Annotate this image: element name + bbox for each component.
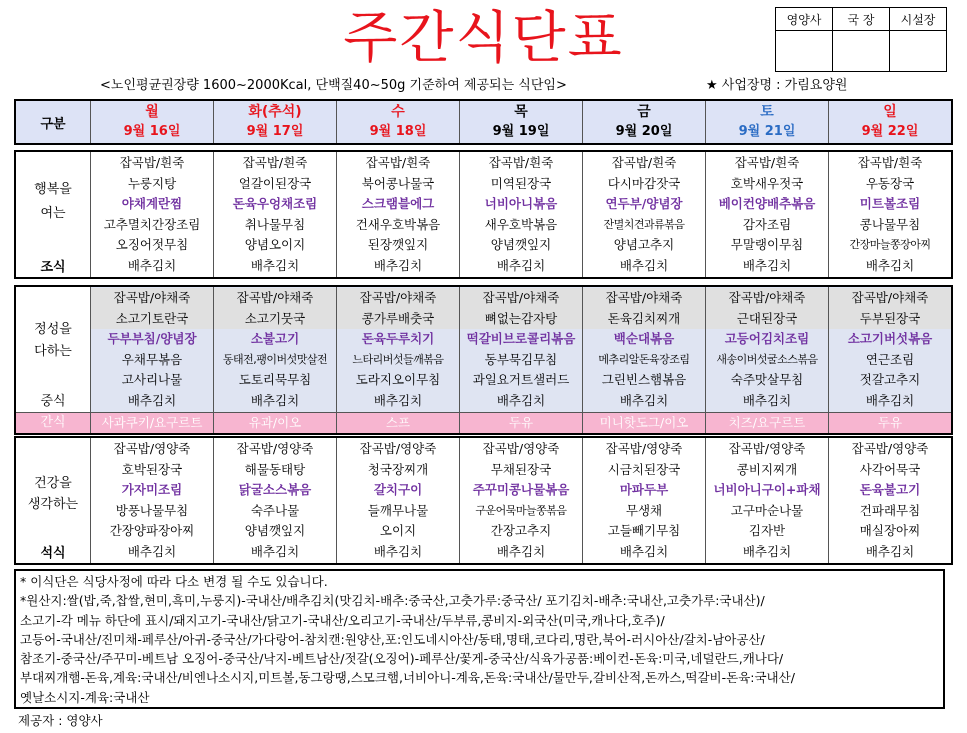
approval-header-director: 국 장	[833, 8, 890, 31]
lunch-menu-item: 잡곡밥/야채죽	[460, 288, 582, 309]
dinner-menu-item: 오이지	[379, 523, 417, 538]
dinner-menu-item: 마파두부	[619, 482, 669, 497]
dinner-menu-item: 김자반	[748, 523, 786, 538]
breakfast-menu-item: 잡곡밥/흰죽	[488, 155, 554, 170]
dinner-menu-item: 건파래무침	[859, 502, 921, 518]
breakfast-day-cell	[460, 151, 583, 278]
dinner-menu-item: 닭굴소스볶음	[238, 482, 312, 497]
dinner-label-cell	[15, 437, 91, 564]
dinner-menu-item: 주꾸미콩나물볶음	[472, 482, 570, 497]
dinner-menu-item: 숙주나물	[250, 502, 300, 518]
header-label-cell	[15, 100, 91, 144]
snack-label-cell	[15, 413, 91, 435]
day-name: 화(추석)	[248, 104, 302, 120]
breakfast-menu-item: 잡곡밥/흰죽	[242, 155, 308, 170]
breakfast-menu-item: 배추김치	[619, 257, 669, 273]
approval-header-nutritionist: 영양사	[776, 8, 833, 31]
breakfast-label: 조식	[40, 260, 66, 275]
snack-cell: 두유	[829, 413, 953, 435]
day-header-table	[14, 99, 953, 145]
dinner-day-cell	[583, 437, 706, 564]
dinner-menu-item: 무생채	[625, 502, 663, 518]
lunch-menu-item: 두부된장국	[829, 309, 951, 330]
breakfast-day-cell	[706, 151, 829, 278]
dinner-day-cell	[214, 437, 337, 564]
breakfast-day-cell	[91, 151, 214, 278]
lunch-day-cell	[91, 286, 214, 413]
day-name: 일	[883, 104, 897, 120]
lunch-menu-item: 돈육김치찌개	[583, 309, 705, 330]
snack-cell: 사과쿠키/요구르트	[91, 413, 214, 435]
day-name: 목	[514, 104, 528, 120]
lunch-menu-item: 소고기토란국	[91, 309, 213, 330]
dinner-menu-item: 잡곡밥/영양죽	[482, 441, 560, 456]
breakfast-menu-item: 잡곡밥/흰죽	[119, 155, 185, 170]
lunch-menu-item: 동태전,팽이버섯맛살전	[214, 350, 336, 371]
day-header-cell	[583, 100, 706, 144]
breakfast-menu-item: 북어콩나물국	[361, 175, 435, 191]
breakfast-menu-item: 미역된장국	[490, 175, 552, 191]
breakfast-menu-item: 배추김치	[127, 257, 177, 273]
breakfast-menu-item: 배추김치	[865, 257, 915, 273]
lunch-menu-item: 과일요거트샐러드	[460, 370, 582, 391]
lunch-day-cell	[829, 286, 953, 413]
breakfast-menu-item: 배추김치	[250, 257, 300, 273]
snack-cell: 두유	[460, 413, 583, 435]
day-header-cell	[337, 100, 460, 144]
day-date: 9월 17일	[246, 124, 304, 139]
lunch-menu-item: 배추김치	[337, 391, 459, 412]
breakfast-menu-item: 다시마감잣국	[607, 175, 681, 191]
dinner-menu-item: 잡곡밥/영양죽	[236, 441, 314, 456]
lunch-day-cell	[706, 286, 829, 413]
dinner-menu-item: 배추김치	[373, 543, 423, 559]
breakfast-menu-item: 잔멸치견과류볶음	[603, 217, 685, 231]
dinner-menu-item: 갈치구이	[373, 482, 423, 497]
dinner-menu-item: 콩비지찌개	[736, 461, 798, 477]
breakfast-menu-item: 양념오이지	[244, 237, 306, 252]
page-title: 주간식단표	[343, 6, 624, 71]
breakfast-day-cell	[337, 151, 460, 278]
lunch-menu-item: 잡곡밥/야채죽	[91, 288, 213, 309]
breakfast-menu-item: 새우호박볶음	[484, 216, 558, 232]
dinner-menu-item: 잡곡밥/영양죽	[113, 441, 191, 456]
lunch-menu-item: 고등어김치조림	[706, 329, 828, 350]
day-date: 9월 22일	[861, 124, 919, 139]
breakfast-menu-item: 우동장국	[865, 175, 915, 191]
dinner-menu-item: 해물동태탕	[244, 461, 306, 477]
note-line: * 이식단은 식당사정에 따라 다소 변경 될 수도 있습니다.	[20, 574, 328, 589]
dinner-menu-item: 고구마순나물	[730, 502, 804, 518]
day-header-cell	[91, 100, 214, 144]
lunch-menu-item: 잡곡밥/야채죽	[829, 288, 951, 309]
dinner-menu-item: 호박된장국	[121, 461, 183, 477]
breakfast-menu-item: 간장마늘쫑장아찌	[849, 238, 931, 251]
dinner-menu-item: 양념깻잎지	[244, 523, 306, 538]
lunch-menu-item: 젓갈고추지	[829, 370, 951, 391]
lunch-day-cell	[337, 286, 460, 413]
lunch-menu-item: 떡갈비브로콜리볶음	[460, 329, 582, 350]
notes-box	[14, 569, 945, 709]
lunch-menu-item: 배추김치	[214, 391, 336, 412]
lunch-menu-item: 잡곡밥/야채죽	[583, 288, 705, 309]
lunch-label-cell	[15, 286, 91, 413]
dinner-menu-item: 잡곡밥/영양죽	[728, 441, 806, 456]
dinner-menu-item: 방풍나물무침	[115, 502, 189, 518]
dinner-menu-item: 가자미조림	[121, 482, 183, 497]
lunch-menu-item: 소고기버섯볶음	[829, 329, 951, 350]
provider: 제공자 : 영양사	[18, 713, 103, 728]
breakfast-menu-item: 무말랭이무침	[730, 237, 804, 252]
breakfast-menu-item: 건새우호박볶음	[355, 216, 441, 232]
lunch-menu-item: 그린빈스햄볶음	[583, 370, 705, 391]
breakfast-menu-item: 오징어젓무침	[115, 237, 189, 252]
signature-cell	[890, 31, 947, 72]
note-line: 부대찌개햄-돈육,계육:국내산/비엔나소시지,미트볼,동그랑땡,스모크햄,너비아니-계육,돈육:국내산/물만두,갈비산적,돈까스,떡갈비-돈육:국내산/	[20, 670, 795, 686]
breakfast-menu-item: 야채계란찜	[121, 196, 183, 211]
lunch-day-cell	[583, 286, 706, 413]
approval-box	[775, 7, 947, 72]
subtitle: <노인평균권장량 1600~2000Kcal, 단백질40~50g 기준하여 제공되는 식단임>	[100, 78, 567, 93]
dinner-menu-item: 구운어묵마늘쫑볶음	[475, 503, 567, 517]
lunch-menu-item: 배추김치	[583, 391, 705, 412]
lunch-menu-item: 두부부침/양념장	[91, 329, 213, 350]
dinner-menu-item: 들깨무나물	[367, 502, 429, 518]
breakfast-menu-item: 너비아니볶음	[484, 196, 558, 211]
lunch-menu-item: 백순대볶음	[583, 329, 705, 350]
note-line: 소고기-각 메뉴 하단에 표시/돼지고기-국내산/닭고기-국내산/오리고기-국내산/두부류,콩비지-외국산(미국,캐나다,호주)/	[20, 612, 665, 628]
lunch-day-cell	[460, 286, 583, 413]
lunch-menu-item: 숙주맛살무침	[706, 370, 828, 391]
lunch-menu-item: 연근조림	[829, 350, 951, 371]
lunch-menu-item: 새송이버섯굴소스볶음	[706, 350, 828, 371]
day-date: 9월 19일	[492, 124, 550, 139]
lunch-menu-item: 도토리묵무침	[214, 370, 336, 391]
breakfast-menu-item: 누룽지탕	[127, 175, 177, 191]
day-name: 토	[760, 104, 774, 120]
breakfast-day-cell	[583, 151, 706, 278]
breakfast-day-cell	[214, 151, 337, 278]
lunch-menu-item: 소고기뭇국	[214, 309, 336, 330]
day-header-cell	[460, 100, 583, 144]
dinner-menu-item: 잡곡밥/영양죽	[605, 441, 683, 456]
breakfast-label-cell	[15, 151, 91, 278]
day-date: 9월 16일	[123, 124, 181, 139]
lunch-menu-item: 잡곡밥/야채죽	[706, 288, 828, 309]
breakfast-menu-item: 스크램블에그	[361, 196, 435, 211]
lunch-menu-item: 배추김치	[460, 391, 582, 412]
dinner-label-top: 건강을	[34, 476, 72, 491]
day-date: 9월 21일	[738, 124, 796, 139]
lunch-menu-item: 우채무볶음	[91, 350, 213, 371]
lunch-menu-item: 잡곡밥/야채죽	[337, 288, 459, 309]
dinner-menu-item: 시금치된장국	[607, 461, 681, 477]
dinner-label: 석식	[40, 546, 66, 561]
lunch-menu-item: 뼈없는감자탕	[460, 309, 582, 330]
dinner-menu-item: 배추김치	[496, 543, 546, 559]
breakfast-menu-item: 베이컨양배추볶음	[718, 196, 816, 211]
snack-cell: 미니핫도그/이오	[583, 413, 706, 435]
dinner-day-cell	[460, 437, 583, 564]
dinner-menu-item: 고들빼기무침	[607, 523, 681, 538]
breakfast-menu-item: 배추김치	[742, 257, 792, 273]
day-header-cell	[214, 100, 337, 144]
breakfast-menu-item: 잡곡밥/흰죽	[611, 155, 677, 170]
day-name: 수	[391, 104, 405, 120]
lunch-menu-item: 느타리버섯들깨볶음	[337, 350, 459, 371]
lunch-label-mid: 다하는	[34, 344, 72, 359]
dinner-menu-item: 잡곡밥/영양죽	[359, 441, 437, 456]
dinner-menu-item: 간장고추지	[490, 523, 552, 538]
breakfast-menu-item: 배추김치	[373, 257, 423, 273]
dinner-day-cell	[829, 437, 953, 564]
snack-cell: 치즈/요구르트	[706, 413, 829, 435]
dinner-menu-item: 청국장찌개	[367, 461, 429, 477]
lunch-label: 중식	[40, 394, 66, 409]
day-header-cell	[829, 100, 953, 144]
dinner-menu-item: 잡곡밥/영양죽	[851, 441, 929, 456]
note-line: 옛날소시지-계육:국내산	[20, 689, 150, 705]
lunch-menu-item: 돈육두루치기	[337, 329, 459, 350]
signature-cell	[833, 31, 890, 72]
day-name: 월	[145, 104, 159, 120]
signature-cell	[776, 31, 833, 72]
breakfast-menu-item: 호박새우젓국	[730, 175, 804, 191]
dinner-menu-item: 매실장아찌	[859, 523, 921, 538]
lunch-menu-item: 근대된장국	[706, 309, 828, 330]
day-name: 금	[637, 104, 651, 120]
lunch-menu-item: 도라지오이무침	[337, 370, 459, 391]
note-line: 참조기-중국산/주꾸미-베트남 오징어-중국산/낙지-베트남산/젓갈(오징어)-페루산/꽃게-중국산/식육가공품:베이컨-돈육:미국,네덜란드,캐나다/	[20, 651, 784, 667]
breakfast-menu-item: 고추멸치간장조림	[103, 216, 201, 232]
dinner-menu-item: 배추김치	[127, 543, 177, 559]
day-date: 9월 20일	[615, 124, 673, 139]
breakfast-menu-item: 잡곡밥/흰죽	[734, 155, 800, 170]
lunch-menu-item: 배추김치	[706, 391, 828, 412]
dinner-menu-item: 배추김치	[865, 543, 915, 559]
lunch-menu-item: 동부묵김무침	[460, 350, 582, 371]
breakfast-menu-item: 배추김치	[496, 257, 546, 273]
dinner-menu-item: 돈육불고기	[859, 482, 921, 497]
breakfast-menu-item: 양념고추지	[613, 237, 675, 252]
lunch-menu-item: 소불고기	[214, 329, 336, 350]
site-name: ★ 사업장명 : 가림요양원	[706, 78, 848, 93]
lunch-menu-item: 고사리나물	[91, 370, 213, 391]
approval-header-facility-head: 시설장	[890, 8, 947, 31]
snack-cell: 유과/이오	[214, 413, 337, 435]
breakfast-menu-item: 잡곡밥/흰죽	[857, 155, 923, 170]
dinner-menu-item: 배추김치	[250, 543, 300, 559]
snack-cell: 스프	[337, 413, 460, 435]
day-header-cell	[706, 100, 829, 144]
lunch-menu-item: 메추리알돈육장조림	[583, 350, 705, 371]
dinner-table	[14, 436, 953, 565]
dinner-menu-item: 사각어묵국	[859, 461, 921, 477]
lunch-menu-item: 잡곡밥/야채죽	[214, 288, 336, 309]
dinner-menu-item: 간장양파장아찌	[109, 523, 195, 538]
dinner-label-mid: 생각하는	[27, 497, 79, 512]
lunch-label-top: 정성을	[34, 322, 72, 337]
breakfast-menu-item: 미트볼조림	[859, 196, 921, 211]
snack-label: 간식	[40, 415, 66, 430]
lunch-day-cell	[214, 286, 337, 413]
breakfast-menu-item: 콩나물무침	[859, 216, 921, 232]
breakfast-table	[14, 150, 953, 279]
note-line: 고등어-국내산/진미채-페루산/아귀-중국산/가다랑어-참치캔:원양산,포:인도네시아산/동태,명태,코다리,명란,북어-러시아산/갈치-남아공산/	[20, 631, 765, 647]
breakfast-day-cell	[829, 151, 953, 278]
dinner-menu-item: 너비아니구이+파채	[713, 482, 821, 497]
lunch-table	[14, 285, 953, 435]
dinner-menu-item: 무채된장국	[490, 461, 552, 477]
breakfast-menu-item: 잡곡밥/흰죽	[365, 155, 431, 170]
breakfast-menu-item: 감자조림	[742, 216, 792, 232]
dinner-menu-item: 배추김치	[619, 543, 669, 559]
note-line: *원산지:쌀(밥,죽,찹쌀,현미,흑미,누룽지)-국내산/배추김치(맛김치-배추:중국산,고춧가루:중국산/ 포기김치-배추:국내산,고춧가루:국내산)/	[20, 593, 765, 609]
breakfast-menu-item: 취나물무침	[244, 216, 306, 232]
dinner-day-cell	[337, 437, 460, 564]
dinner-day-cell	[91, 437, 214, 564]
breakfast-menu-item: 된장깻잎지	[367, 237, 429, 252]
dinner-day-cell	[706, 437, 829, 564]
lunch-menu-item: 배추김치	[829, 391, 951, 412]
breakfast-menu-item: 연두부/양념장	[605, 196, 683, 211]
day-date: 9월 18일	[369, 124, 427, 139]
breakfast-label-top: 행복을	[34, 182, 72, 197]
header-label: 구분	[40, 116, 66, 132]
lunch-menu-item: 콩가루배춧국	[337, 309, 459, 330]
breakfast-label-mid: 여는	[40, 206, 66, 221]
breakfast-menu-item: 양념깻잎지	[490, 237, 552, 252]
breakfast-menu-item: 얼갈이된장국	[238, 175, 312, 191]
lunch-menu-item: 배추김치	[91, 391, 213, 412]
dinner-menu-item: 배추김치	[742, 543, 792, 559]
breakfast-menu-item: 돈육우엉채조림	[232, 196, 318, 211]
